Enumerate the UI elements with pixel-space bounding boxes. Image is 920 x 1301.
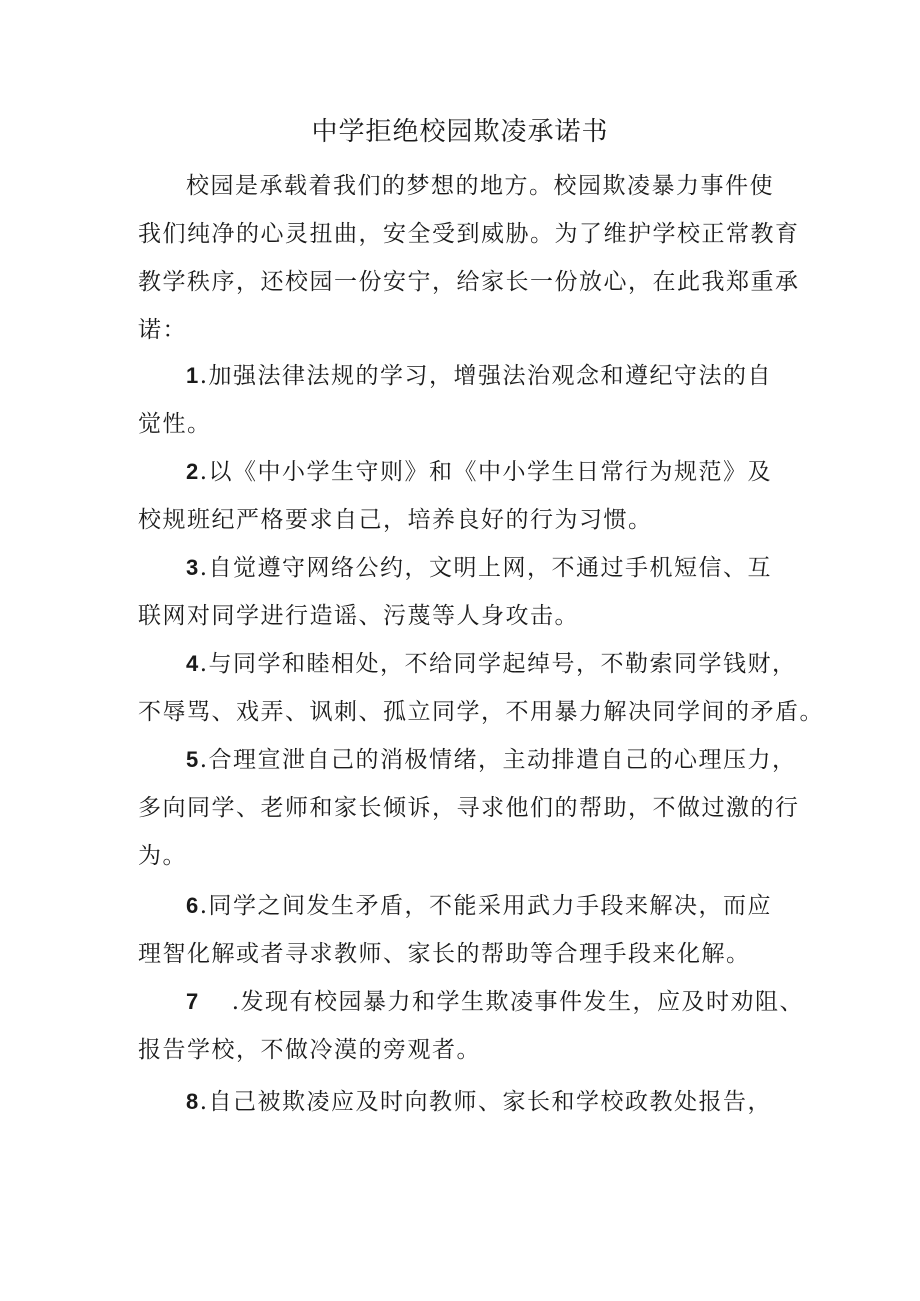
- item-number: 8: [186, 1089, 200, 1114]
- item-text: 不辱骂、戏弄、讽刺、孤立同学，不用暴力解决同学间的矛盾。: [138, 699, 824, 725]
- item-text: .自觉遵守网络公约，文明上网，不通过手机短信、互: [199, 555, 773, 581]
- pledge-item-5: [138, 736, 810, 880]
- item-number: 2: [186, 459, 200, 484]
- item-number: 6: [186, 893, 200, 918]
- page-title: 中学拒绝校园欺凌承诺书: [311, 117, 609, 147]
- item-text: 校规班纪严格要求自己，培养良好的行为习惯。: [138, 507, 653, 533]
- pledge-item-6: [138, 882, 810, 978]
- pledge-item-2: [138, 448, 810, 544]
- intro-line: 教学秩序，还校园一份安宁，给家长一份放心，在此我郑重承: [138, 269, 800, 295]
- item-text: 多向同学、老师和家长倾诉，寻求他们的帮助，不做过激的行: [138, 795, 800, 821]
- intro-line: 我们纯净的心灵扭曲，安全受到威胁。为了维护学校正常教育: [138, 221, 800, 247]
- item-text: .自己被欺凌应及时向教师、家长和学校政教处报告，: [199, 1089, 773, 1115]
- pledge-item-7: [138, 978, 810, 1074]
- item-number: 1: [186, 363, 200, 388]
- item-text: 理智化解或者寻求教师、家长的帮助等合理手段来化解。: [138, 941, 751, 967]
- item-text: 觉性。: [138, 411, 212, 437]
- item-number: 5: [186, 747, 200, 772]
- pledge-item-1: [138, 352, 810, 448]
- intro-paragraph: [138, 162, 810, 354]
- item-text: .以《中小学生守则》和《中小学生日常行为规范》及: [199, 459, 773, 485]
- item-text: 报告学校，不做冷漠的旁观者。: [138, 1037, 481, 1063]
- item-text: .与同学和睦相处，不给同学起绰号，不勒索同学钱财，: [199, 651, 797, 677]
- item-number: 4: [186, 651, 200, 676]
- item-text: .加强法律法规的学习，增强法治观念和遵纪守法的自: [199, 363, 773, 389]
- item-number: 7: [186, 989, 200, 1014]
- item-text: .合理宣泄自己的消极情绪，主动排遣自己的心理压力，: [199, 747, 797, 773]
- pledge-item-3: [138, 544, 810, 640]
- pledge-item-8: [138, 1078, 810, 1126]
- item-text: .发现有校园暴力和学生欺凌事件发生，应及时劝阻、: [231, 989, 805, 1015]
- pledge-item-4: [138, 640, 824, 736]
- item-text: 联网对同学进行造谣、污蔑等人身攻击。: [138, 603, 579, 629]
- item-text: 为。: [138, 843, 187, 869]
- intro-line: 诺：: [138, 317, 187, 343]
- item-number: 3: [186, 555, 200, 580]
- item-text: .同学之间发生矛盾，不能采用武力手段来解决，而应: [199, 893, 773, 919]
- intro-line: 校园是承载着我们的梦想的地方。校园欺凌暴力事件使: [186, 173, 774, 199]
